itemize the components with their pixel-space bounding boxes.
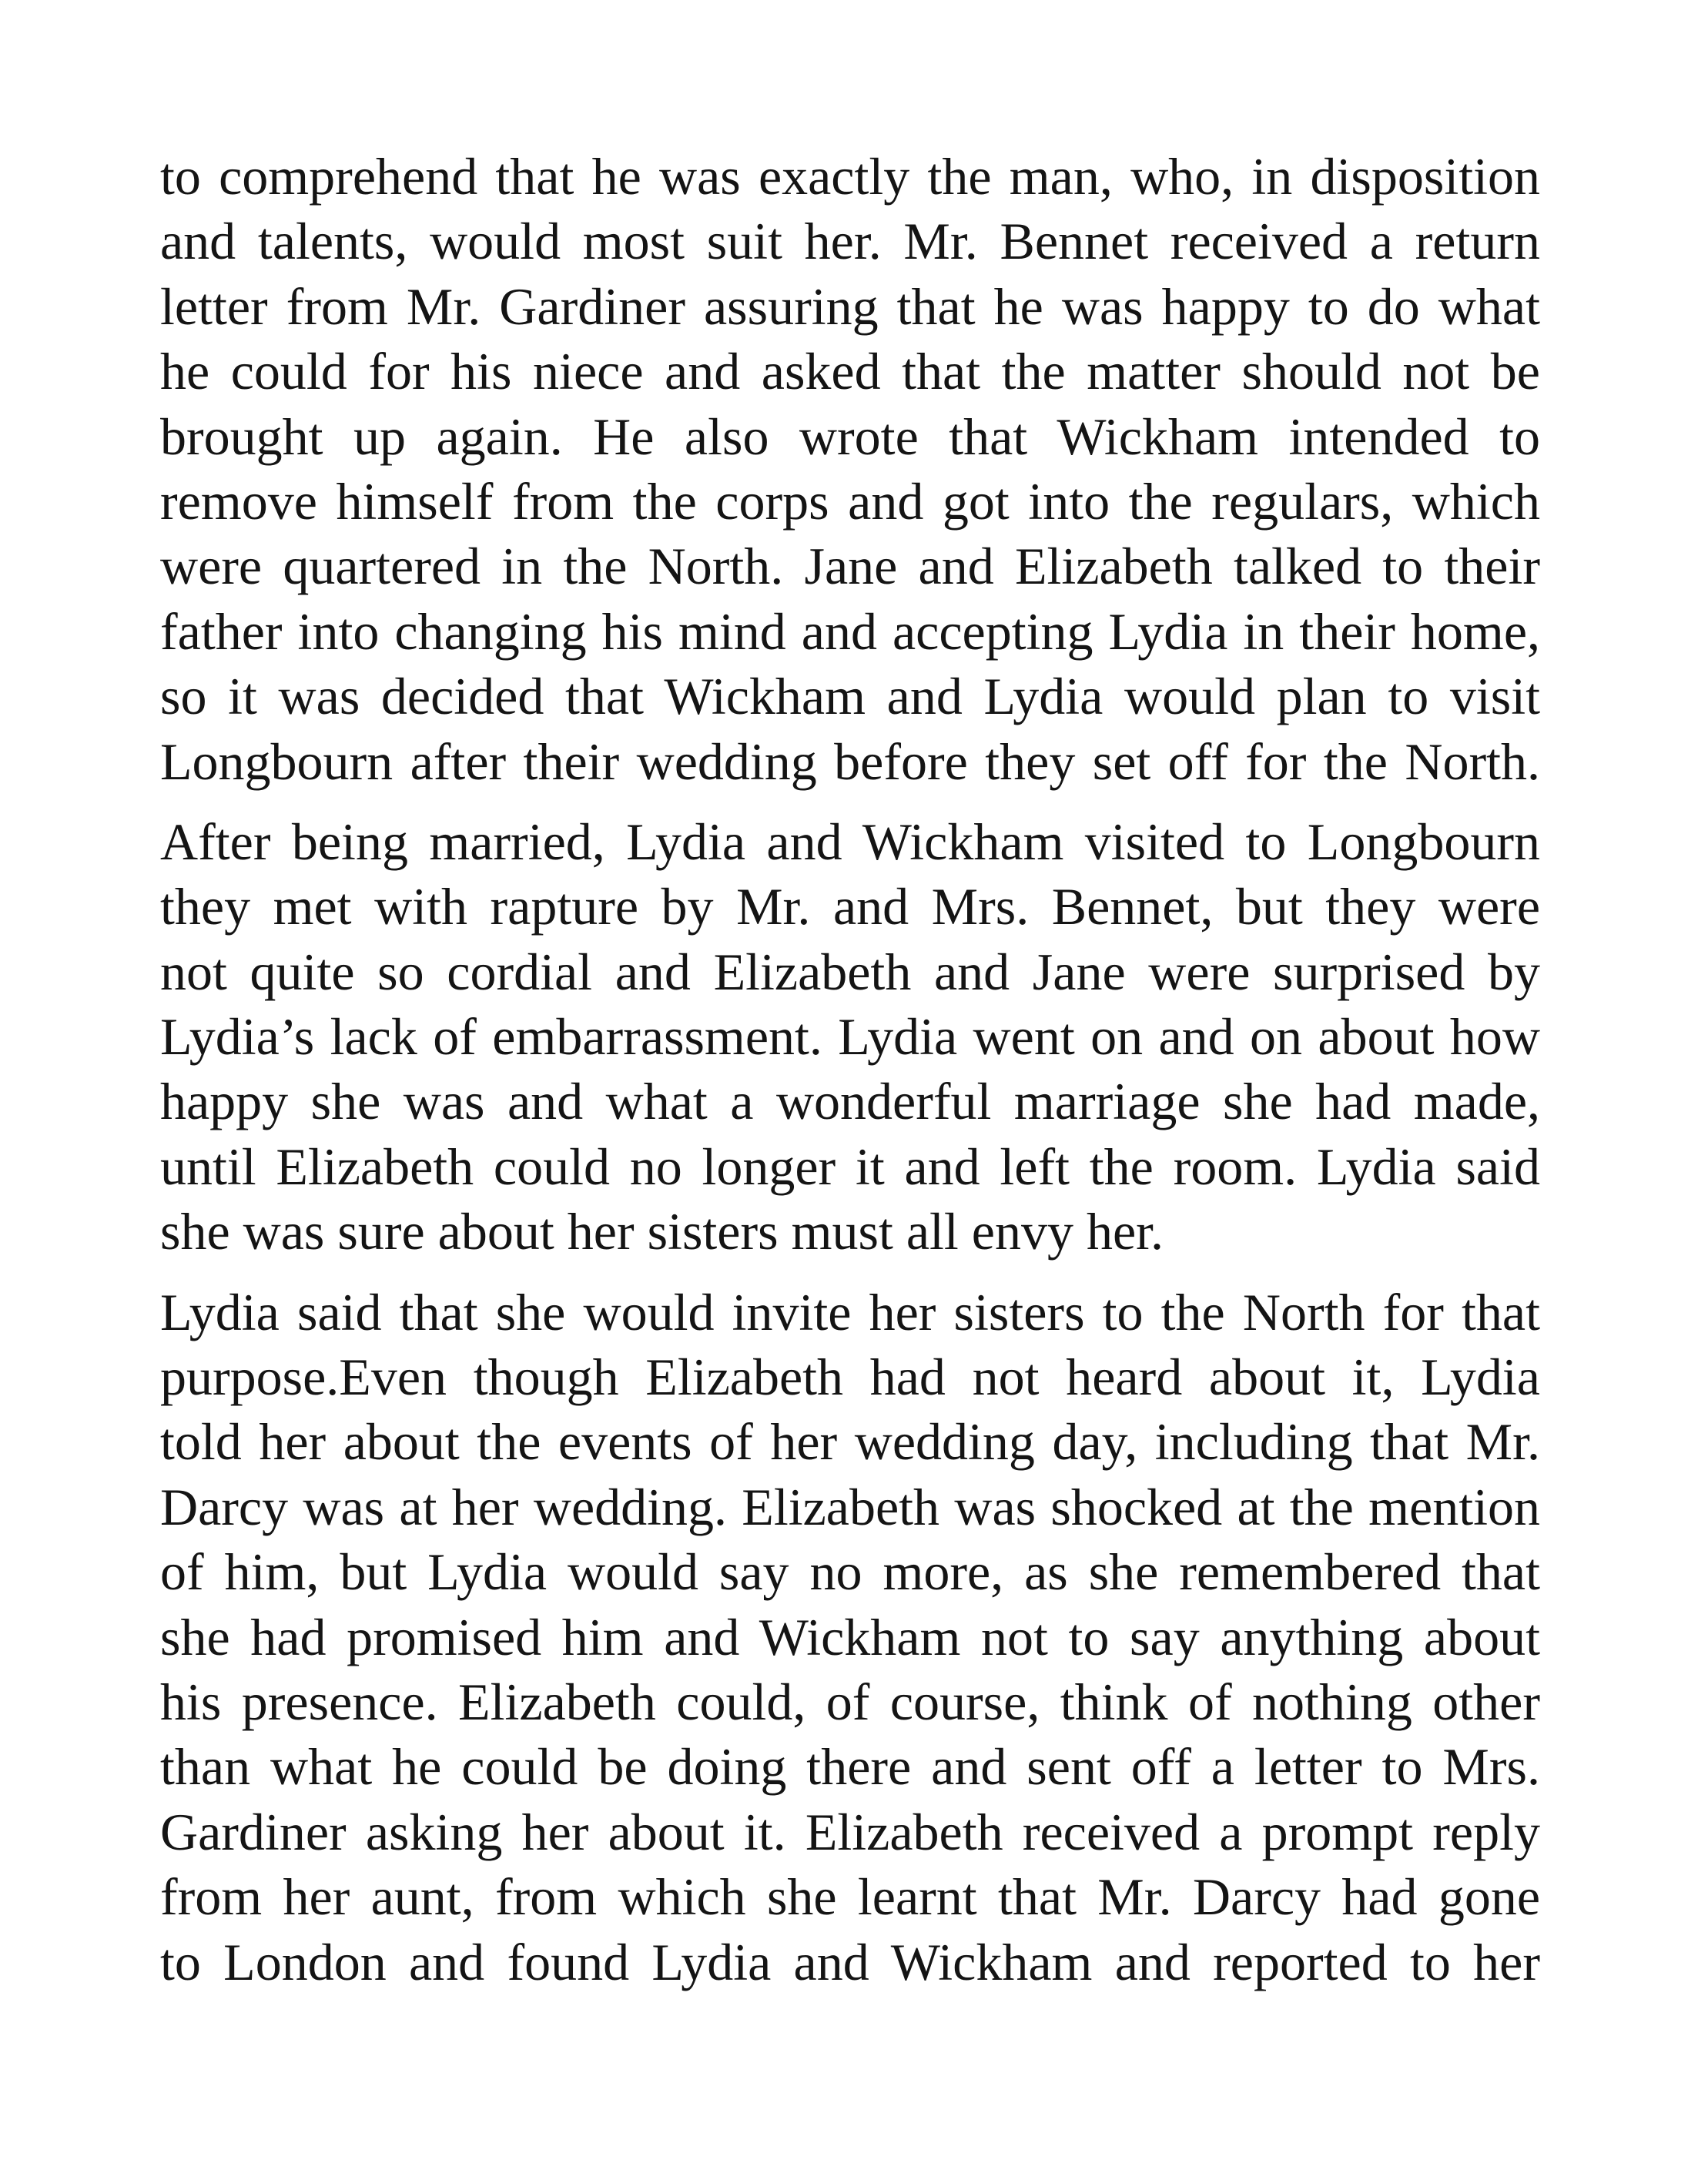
text-line: Longbourn after their wedding before they set off for the North. [160, 732, 1540, 791]
text-line: letter from Mr. Gardiner assuring that he was happy to do what [160, 276, 1540, 336]
text-line: not quite so cordial and Elizabeth and Jane were surprised by [160, 942, 1540, 1001]
text-line: she was sure about her sisters must all envy her. [160, 1202, 1164, 1261]
text-line: happy she was and what a wonderful marriage she had made, [160, 1072, 1540, 1131]
text-line: purpose.Even though Elizabeth had not heard about it, Lydia [160, 1348, 1540, 1407]
text-line: and talents, would most suit her. Mr. Bennet received a return [160, 212, 1540, 271]
text-line: he could for his niece and asked that the matter should not be [160, 342, 1540, 401]
text-line: Lydia’s lack of embarrassment. Lydia went on and on about how [160, 1007, 1540, 1067]
text-line: they met with rapture by Mr. and Mrs. Bennet, but they were [160, 877, 1540, 936]
text-line: to comprehend that he was exactly the man, who, in disposition [160, 147, 1540, 206]
text-line: Lydia said that she would invite her sisters to the North for that [160, 1282, 1540, 1341]
text-line: brought up again. He also wrote that Wickham intended to [160, 407, 1540, 466]
body-text [160, 144, 1540, 2010]
paragraph-3 [160, 1280, 1540, 1994]
text-line: until Elizabeth could no longer it and left the room. Lydia said [160, 1137, 1540, 1196]
text-line: than what he could be doing there and sent off a letter to Mrs. [160, 1737, 1540, 1797]
text-line: so it was decided that Wickham and Lydia would plan to visit [160, 667, 1540, 726]
text-line: his presence. Elizabeth could, of course, think of nothing other [160, 1672, 1540, 1731]
text-line: to London and found Lydia and Wickham and reported to her [160, 1932, 1540, 1991]
text-line: of him, but Lydia would say no more, as she remembered that [160, 1542, 1540, 1602]
text-line: remove himself from the corps and got into the regulars, which [160, 471, 1540, 531]
paragraph-2 [160, 809, 1540, 1264]
text-line: she had promised him and Wickham not to say anything about [160, 1607, 1540, 1666]
text-line: from her aunt, from which she learnt that Mr. Darcy had gone [160, 1867, 1540, 1927]
text-line: Gardiner asking her about it. Elizabeth received a prompt reply [160, 1802, 1540, 1861]
text-line: father into changing his mind and accepting Lydia in their home, [160, 601, 1540, 661]
paragraph-1 [160, 144, 1540, 794]
text-line: told her about the events of her wedding day, including that Mr. [160, 1412, 1540, 1472]
text-line: After being married, Lydia and Wickham visited to Longbourn [160, 812, 1540, 871]
text-line: were quartered in the North. Jane and Elizabeth talked to their [160, 537, 1540, 596]
text-line: Darcy was at her wedding. Elizabeth was shocked at the mention [160, 1477, 1540, 1536]
